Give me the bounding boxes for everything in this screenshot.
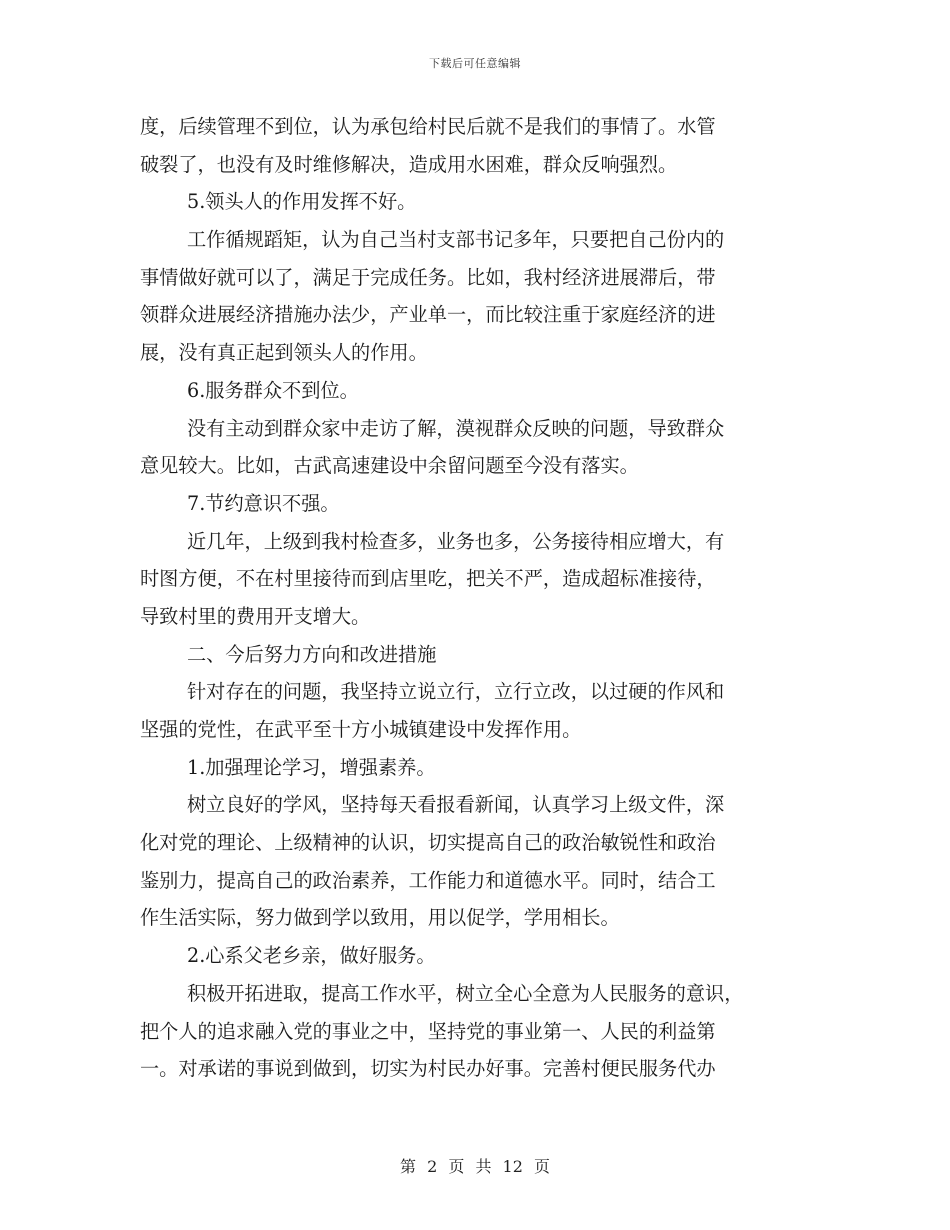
page-footer: 第 2 页 共 12 页: [400, 1157, 550, 1176]
text-line: 领群众进展经济措施办法少，产业单一，而比较注重于家庭经济的进: [140, 303, 716, 327]
text-line: 展，没有真正起到领头人的作用。: [140, 341, 428, 365]
text-line: 一。对承诺的事说到做到，切实为村民办好事。完善村便民服务代办: [140, 1057, 716, 1081]
section-heading: 5.领头人的作用发挥不好。: [187, 190, 417, 214]
text-line: 事情做好就可以了，满足于完成任务。比如，我村经济进展滞后，带: [140, 265, 716, 289]
text-line: 工作循规蹈矩，认为自己当村支部书记多年，只要把自己份内的: [187, 228, 725, 252]
section-heading: 2.心系父老乡亲，做好服务。: [187, 944, 436, 968]
text-line: 坚强的党性，在武平至十方小城镇建设中发挥作用。: [140, 718, 582, 741]
page-header: 下载后可任意编辑: [429, 57, 521, 70]
text-line: 化对党的理论、上级精神的认识，切实提高自己的政治敏锐性和政治: [140, 831, 716, 855]
section-heading: 二、今后努力方向和改进措施: [187, 642, 437, 666]
text-line: 鉴别力，提高自己的政治素养，工作能力和道德水平。同时，结合工: [140, 868, 716, 892]
text-line: 近几年，上级到我村检查多，业务也多，公务接待相应增大，有: [187, 529, 725, 553]
text-line: 没有主动到群众家中走访了解，漠视群众反映的问题，导致群众: [187, 416, 725, 440]
text-line: 积极开拓进取，提高工作水平，树立全心全意为人民服务的意识，: [187, 981, 744, 1005]
text-line: 导致村里的费用开支增大。: [140, 604, 371, 628]
section-heading: 7.节约意识不强。: [187, 491, 340, 515]
text-line: 意见较大。比如，古武高速建设中余留问题至今没有落实。: [140, 454, 639, 478]
text-line: 度，后续管理不到位，认为承包给村民后就不是我们的事情了。水管: [140, 115, 716, 138]
document-body: [140, 108, 810, 1088]
text-line: 针对存在的问题，我坚持立说立行，立行立改，以过硬的作风和: [187, 680, 725, 704]
section-heading: 6.服务群众不到位。: [187, 378, 359, 402]
text-line: 作生活实际，努力做到学以致用，用以促学，学用相长。: [140, 906, 620, 930]
text-line: 把个人的追求融入党的事业之中，坚持党的事业第一、人民的利益第: [140, 1019, 716, 1043]
text-line: 时图方便，不在村里接待而到店里吃，把关不严，造成超标准接待，: [140, 567, 716, 591]
section-heading: 1.加强理论学习，增强素养。: [187, 755, 436, 779]
text-line: 破裂了，也没有及时维修解决，造成用水困难，群众反响强烈。: [140, 152, 678, 176]
text-line: 树立良好的学风，坚持每天看报看新闻，认真学习上级文件，深: [187, 793, 725, 817]
